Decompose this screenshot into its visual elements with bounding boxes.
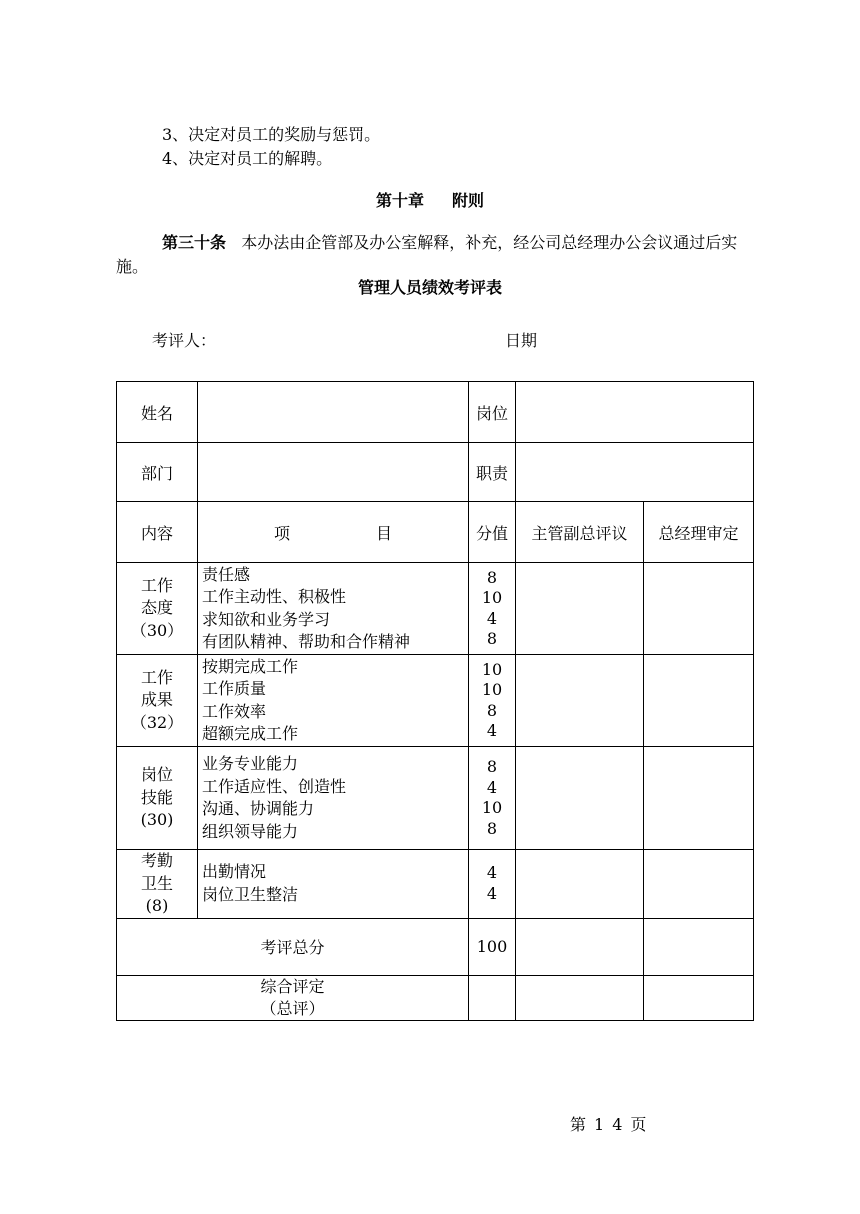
items-cell <box>198 563 469 655</box>
category-line: 岗位 <box>140 765 173 785</box>
reviewer-label: 考评人： <box>152 331 217 350</box>
dept-label: 部门 <box>117 443 198 502</box>
item-line: 责任感 <box>202 564 251 584</box>
items-cell <box>198 747 469 850</box>
item-line: 沟通、协调能力 <box>202 799 315 818</box>
gm-review-cell[interactable] <box>644 747 754 850</box>
item-line: 岗位卫生整洁 <box>202 884 299 904</box>
category-line: 工作 <box>140 575 173 595</box>
duty-value-cell[interactable] <box>516 443 754 502</box>
list-item-4: 4、决定对员工的解聘。 <box>162 149 333 168</box>
score-value: 10 <box>481 680 503 699</box>
name-value-cell[interactable] <box>198 382 469 443</box>
page-prefix: 第 <box>570 1115 587 1134</box>
dept-value-cell[interactable] <box>198 443 469 502</box>
items-cell <box>198 850 469 919</box>
position-label: 岗位 <box>469 382 516 443</box>
page-digit: 1 <box>594 1115 605 1134</box>
score-value: 4 <box>486 721 498 740</box>
table-row <box>117 655 754 747</box>
category-line: 态度 <box>140 598 173 618</box>
category-cell <box>117 747 198 850</box>
article-body: 本办法由企管部及办公室解释，补充，经公司总经理办公会议通过后实施。 <box>116 233 738 276</box>
category-line: 工作 <box>140 667 173 687</box>
header-vp-review: 主管副总评议 <box>516 502 644 563</box>
table-row <box>117 443 754 502</box>
item-line: 工作效率 <box>202 701 267 721</box>
vp-review-cell[interactable] <box>516 563 644 655</box>
vp-review-cell[interactable] <box>516 850 644 919</box>
gm-review-cell[interactable] <box>644 655 754 747</box>
total-label: 考评总分 <box>117 918 469 975</box>
header-item-b: 目 <box>376 523 393 543</box>
item-line: 工作适应性、创造性 <box>202 776 347 796</box>
score-value: 8 <box>486 629 498 648</box>
score-value: 4 <box>486 863 498 883</box>
score-value: 10 <box>481 588 503 607</box>
category-cell <box>117 655 198 747</box>
page-digit: 4 <box>612 1115 623 1134</box>
item-line: 组织领导能力 <box>202 821 299 841</box>
category-cell <box>117 850 198 919</box>
score-value: 8 <box>486 757 498 776</box>
score-value: 8 <box>486 700 498 720</box>
score-value: 8 <box>486 567 498 587</box>
score-value: 8 <box>486 818 498 838</box>
score-value: 10 <box>481 798 503 817</box>
vp-review-cell[interactable] <box>516 655 644 747</box>
gm-review-cell[interactable] <box>644 850 754 919</box>
score-value: 4 <box>486 608 498 628</box>
overall-line: 综合评定 <box>260 976 325 996</box>
category-line: （32） <box>130 712 184 732</box>
category-cell <box>117 563 198 655</box>
vp-review-cell[interactable] <box>516 918 644 975</box>
gm-review-cell[interactable] <box>644 563 754 655</box>
page-number <box>570 1112 646 1135</box>
score-value: 4 <box>486 883 498 903</box>
position-value-cell[interactable] <box>516 382 754 443</box>
item-line: 业务专业能力 <box>202 754 299 773</box>
header-item-a: 项 <box>273 523 290 543</box>
category-line: (8) <box>145 896 169 915</box>
header-item <box>198 502 469 563</box>
evaluation-table <box>116 381 754 1021</box>
header-gm-review: 总经理审定 <box>644 502 754 563</box>
table-row <box>117 850 754 919</box>
category-line: 卫生 <box>140 873 173 893</box>
chapter-heading <box>0 188 860 211</box>
score-value: 10 <box>481 659 503 679</box>
table-row <box>117 918 754 975</box>
vp-review-cell[interactable] <box>516 975 644 1020</box>
page-suffix: 页 <box>630 1115 647 1134</box>
item-line: 出勤情况 <box>202 862 267 882</box>
category-line: 成果 <box>140 690 173 710</box>
chapter-title: 附则 <box>452 191 485 210</box>
gm-review-cell[interactable] <box>644 975 754 1020</box>
item-line: 按期完成工作 <box>202 656 299 676</box>
header-content: 内容 <box>117 502 198 563</box>
scores-cell <box>469 850 516 919</box>
vp-review-cell[interactable] <box>516 747 644 850</box>
table-row <box>117 382 754 443</box>
table-row <box>117 747 754 850</box>
duty-label: 职责 <box>469 443 516 502</box>
list-item-3: 3、决定对员工的奖励与惩罚。 <box>162 125 381 144</box>
article-paragraph <box>116 231 756 279</box>
category-line: (30) <box>140 810 174 830</box>
overall-score-cell[interactable] <box>469 975 516 1020</box>
name-label: 姓名 <box>117 382 198 443</box>
table-row <box>117 563 754 655</box>
score-value: 4 <box>486 777 498 797</box>
total-score: 100 <box>469 918 516 975</box>
category-line: 技能 <box>140 787 173 807</box>
table-row <box>117 975 754 1020</box>
item-line: 求知欲和业务学习 <box>202 609 331 629</box>
category-line: 考勤 <box>140 851 173 870</box>
table-header-row <box>117 502 754 563</box>
chapter-number: 第十章 <box>375 191 424 210</box>
table-title: 管理人员绩效考评表 <box>357 278 502 297</box>
date-label: 日期 <box>505 331 538 350</box>
item-line: 超额完成工作 <box>202 724 299 743</box>
gm-review-cell[interactable] <box>644 918 754 975</box>
article-label: 第三十条 <box>162 233 227 252</box>
item-line: 有团队精神、帮助和合作精神 <box>202 632 411 651</box>
scores-cell <box>469 655 516 747</box>
items-cell <box>198 655 469 747</box>
overall-label <box>117 975 469 1020</box>
item-line: 工作质量 <box>202 679 267 698</box>
header-score: 分值 <box>469 502 516 563</box>
scores-cell <box>469 563 516 655</box>
category-line: （30） <box>130 620 184 640</box>
item-line: 工作主动性、积极性 <box>202 587 347 606</box>
overall-line: （总评） <box>260 998 325 1018</box>
scores-cell <box>469 747 516 850</box>
